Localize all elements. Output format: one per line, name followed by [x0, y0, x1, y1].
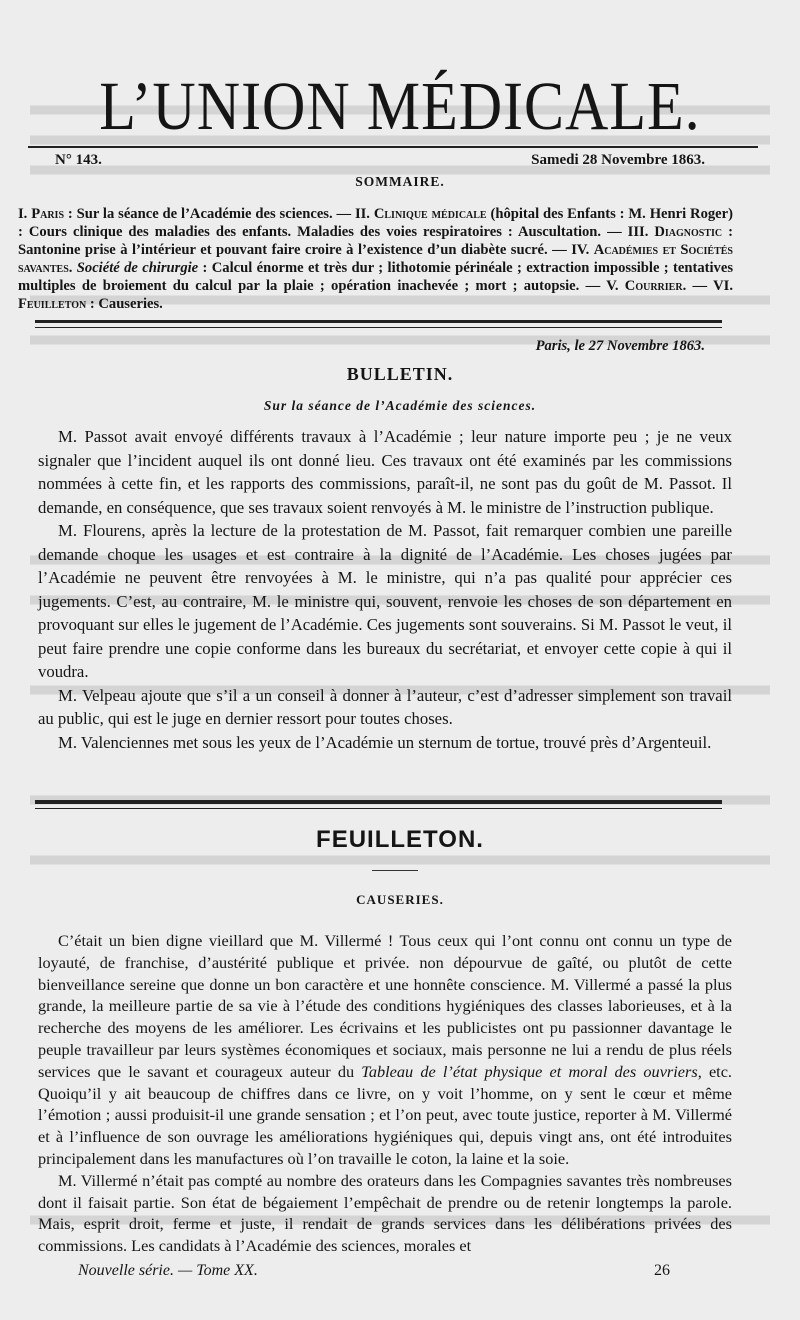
issue-date: Samedi 28 Novembre 1863. [531, 152, 705, 168]
sommaire-run: : Calcul énorme et très dur ; lithotomie périnéale ; extraction impossible ; tentatives multiples de broiement du calcul par la plaie ; opération inachevée ; mort ; autopsie. — V. [18, 260, 733, 294]
sommaire-run: Clinique médicale [373, 206, 487, 222]
bulletin-subtitle: Sur la séance de l’Académie des sciences. [263, 398, 537, 413]
feuilleton-rule-top [35, 800, 722, 804]
sommaire-run: I. [18, 206, 32, 222]
bulletin-dateline: Paris, le 27 Novembre 1863. [535, 338, 705, 354]
footer-series: Nouvelle série. — Tome XX. [78, 1262, 258, 1279]
page-footer [78, 1262, 670, 1284]
section-rule-bottom [35, 327, 722, 328]
feuilleton-body [38, 930, 732, 1257]
sommaire-run: (hôpital des Enfants : M. Henri Roger) : Cours clinique des maladies des enfants. Maladies des voies respiratoires : Auscultation. — III. [18, 206, 733, 240]
sommaire-run: Diagnostic [654, 224, 723, 240]
bulletin-paragraph: M. Passot avait envoyé différents travaux à l’Académie ; leur nature importe peu ; je ne veux signaler que l’incident auquel ils ont donné lieu. Ces travaux ont été examinés par les commissions nommées à cette fin, et les rapports des commissions, paraît-il, ne sont pas du goût de M. Passot. Il demande, en conséquence, que ses travaux soient renvoyés à M. le ministre de l’instruction publique. [38, 427, 732, 517]
feuilleton-paragraph: M. Villermé n’était pas compté au nombre des orateurs dans les Compagnies savantes très nombreuses dont il faisait partie. Son état de bégaiement l’empêchait de prendre ou de retenir longtemps la parole. Mais, esprit droit, ferme et juste, il rendait de grands services dans les délibérations privées des commissions. Les candidats à l’Académie des sciences, morales et [38, 1170, 732, 1256]
book-title: Tableau de l’état physique et moral des ouvriers [361, 1061, 698, 1081]
bulletin-body [38, 425, 732, 754]
sommaire-run: : Santonine prise à l’intérieur et pouvant faire croire à l’existence d’un diabète sucré. — IV. [18, 224, 734, 258]
sommaire-text [18, 205, 733, 313]
issue-number: N° 143. [55, 152, 102, 168]
section-rule-top [35, 320, 722, 323]
masthead-title: L’UNION MÉDICALE. [99, 68, 701, 144]
footer-page-number: 26 [654, 1262, 670, 1279]
sommaire-run: . — VI. [682, 278, 733, 294]
bulletin-paragraph: M. Valenciennes met sous les yeux de l’Académie un sternum de tortue, trouvé près d’Argenteuil. [58, 732, 712, 752]
title-dash [372, 870, 418, 871]
sommaire-run: Société de chirurgie [76, 260, 199, 276]
sommaire-run: : Causeries. [86, 296, 163, 312]
sommaire-heading: SOMMAIRE. [355, 174, 445, 189]
issue-line [55, 152, 705, 172]
feuilleton-subtitle: CAUSERIES. [356, 892, 444, 907]
sommaire-run: Paris [31, 206, 65, 222]
feuilleton-title: FEUILLETON. [316, 826, 484, 853]
bulletin-title: BULLETIN. [346, 364, 454, 384]
sommaire-run: Feuilleton [18, 296, 87, 312]
masthead-rule [28, 146, 758, 148]
feuilleton-rule-bottom [35, 808, 722, 809]
sommaire-run: Académies et Sociétés savantes. [18, 242, 733, 276]
bulletin-paragraph: M. Velpeau ajoute que s’il a un conseil à donner à l’auteur, c’est d’adresser simplement son travail au public, qui est le juge en dernier ressort pour toutes choses. [38, 685, 732, 728]
bulletin-paragraph: M. Flourens, après la lecture de la protestation de M. Passot, fait remarquer combien une pareille demande choque les usages et est contraire à la dignité de l’Académie. Les choses jugées par l’Académie ne peuvent être renvoyées à M. le ministre, qui n’a pas qualité pour apprécier ces jugements. C’est, au contraire, M. le ministre qui, souvent, renvoie les choses de son département en provoquant sur elles le jugement de l’Académie. Ces jugements sont souverains. Si M. Passot le veut, il peut faire prendre une copie conforme dans les bureaux du secrétariat, et envoyer cette copie à qui il voudra. [38, 521, 732, 681]
sommaire-run: : Sur la séance de l’Académie des sciences. — II. [64, 206, 374, 222]
sommaire-run: Courrier [624, 278, 683, 294]
feuilleton-paragraph: C’était un bien digne vieillard que M. Villermé ! Tous ceux qui l’ont connu ont connu un type de loyauté, de franchise, d’austérité publique et privée. non dépourvue de gaîté, ou plutôt de cette bienveillance sereine que donne un bon caractère et une honnête conscience. M. Villermé a passé la plus grande, la meilleure partie de sa vie à l’étude des conditions hygiéniques des classes laborieuses, et à la recherche des moyens de les améliorer. Les écrivains et les publicistes ont pu passionner davantage le peuple travailleur par leurs systèmes économiques et sociaux, mais personne ne lui a rendu de plus réels services que le savant et courageux auteur du Tableau de l’état physique et moral des ouvriers, etc. Quoiqu’il y ait beaucoup de chiffres dans ce livre, on y voit l’homme, on y sent le cœur et même l’émotion ; aussi produisit-il une grande sensation ; et l’on peut, avec toute justice, reporter à M. Villermé et à l’influence de son ouvrage les améliorations hygiéniques qui, depuis vingt ans, ont été introduites principalement dans les manufactures où l’on travaille le coton, la laine et la soie. [38, 931, 732, 1168]
